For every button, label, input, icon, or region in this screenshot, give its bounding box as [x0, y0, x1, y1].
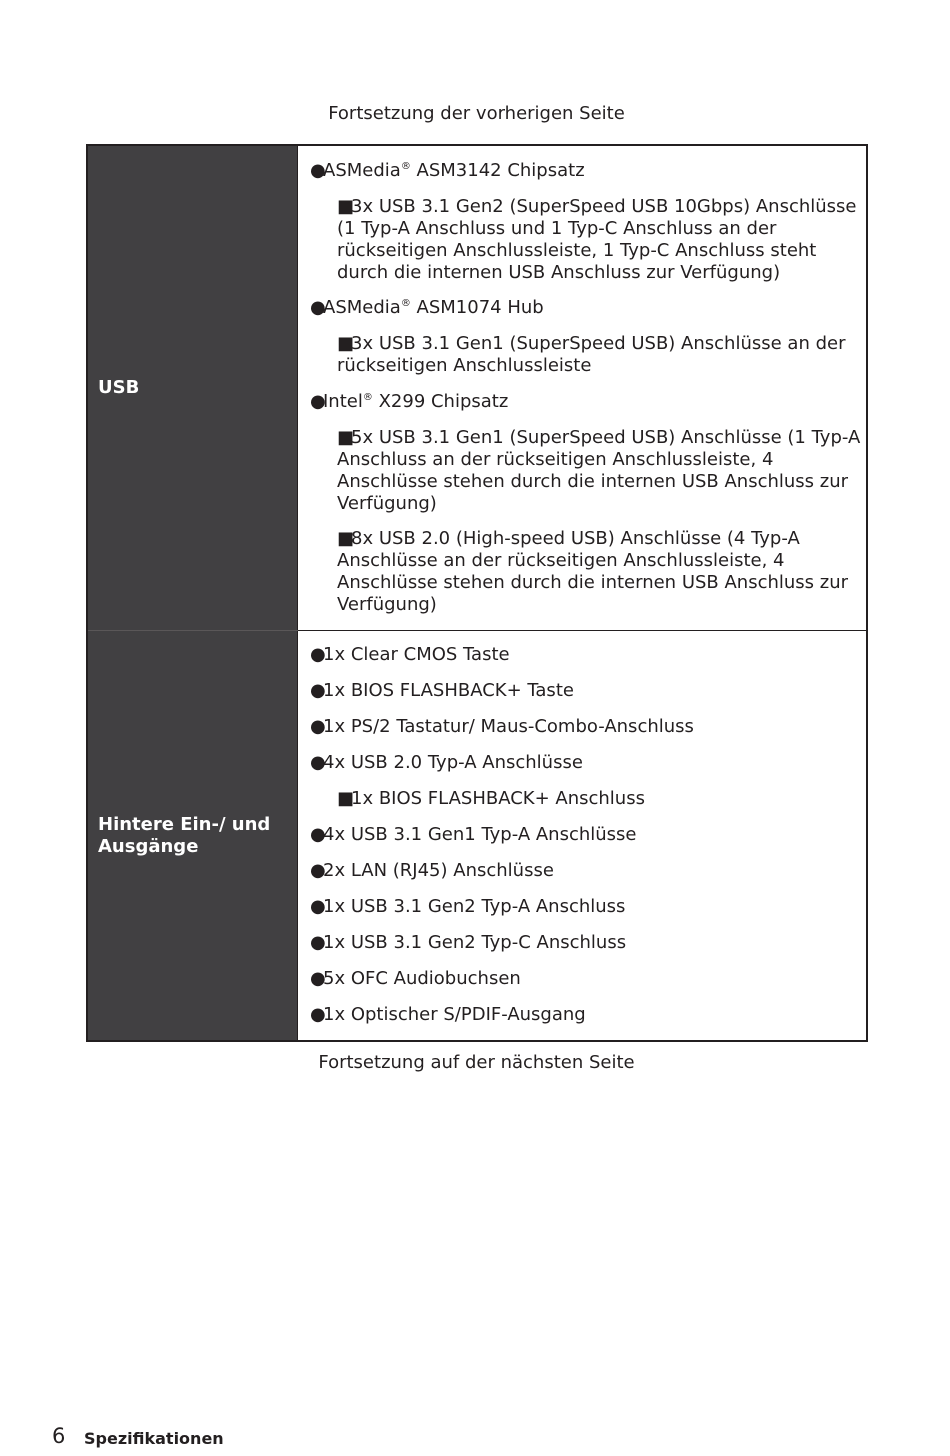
- list-item: ●5x OFC Audiobuchsen: [310, 968, 521, 989]
- list-item: ●4x USB 2.0 Typ-A Anschlüsse: [310, 752, 583, 773]
- continued-on-next: Fortsetzung auf der nächsten Seite: [318, 1052, 635, 1073]
- list-item: ●4x USB 3.1 Gen1 Typ-A Anschlüsse: [310, 824, 637, 845]
- bullet-icon: ●: [310, 391, 326, 412]
- sub-list-item: ■5x USB 3.1 Gen1 (SuperSpeed USB) Anschlüsse (1 Typ-A Anschluss an der rückseitigen Anschlussleiste, 4 Anschlüsse stehen durch die internen USB Anschluss zur Verfügung): [337, 427, 861, 514]
- bullet-icon: ●: [310, 680, 326, 701]
- bullet-icon: ●: [310, 297, 326, 318]
- spec-row-rear-io: [88, 631, 866, 1040]
- spec-table: [86, 144, 868, 1042]
- row-header-usb: [88, 146, 298, 630]
- square-bullet-icon: ■: [337, 788, 355, 809]
- sub-list-item: ■8x USB 2.0 (High-speed USB) Anschlüsse (4 Typ-A Anschlüsse an der rückseitigen Anschlussleiste, 4 Anschlüsse stehen durch die internen USB Anschluss zur Verfügung): [337, 528, 849, 615]
- square-bullet-icon: ■: [337, 196, 355, 217]
- bullet-icon: ●: [310, 1004, 326, 1025]
- square-bullet-icon: ■: [337, 427, 355, 448]
- list-item: ●2x LAN (RJ45) Anschlüsse: [310, 860, 554, 881]
- row-body-usb: [298, 146, 866, 630]
- sub-list-item: ■3x USB 3.1 Gen2 (SuperSpeed USB 10Gbps) Anschlüsse (1 Typ-A Anschluss und 1 Typ-C Anschluss an der rückseitigen Anschlussleiste, 1 Typ-C Anschluss steht durch die internen USB Anschluss zur Verfügung): [337, 196, 857, 283]
- bullet-icon: ●: [310, 824, 326, 845]
- continued-from-previous: Fortsetzung der vorherigen Seite: [328, 103, 625, 124]
- list-item: ●ASMedia® ASM3142 Chipsatz: [310, 160, 585, 181]
- list-item: ●1x Optischer S/PDIF-Ausgang: [310, 1004, 586, 1025]
- sub-list-item: ■3x USB 3.1 Gen1 (SuperSpeed USB) Anschlüsse an der rückseitigen Anschlussleiste: [337, 333, 846, 376]
- list-item: ●ASMedia® ASM1074 Hub: [310, 297, 544, 318]
- bullet-icon: ●: [310, 932, 326, 953]
- square-bullet-icon: ■: [337, 528, 355, 549]
- bullet-icon: ●: [310, 644, 326, 665]
- row-header-rear-io: [88, 631, 298, 1040]
- list-item: ●1x USB 3.1 Gen2 Typ-C Anschluss: [310, 932, 627, 953]
- bullet-icon: ●: [310, 752, 326, 773]
- list-item: ●Intel® X299 Chipsatz: [310, 391, 509, 412]
- bullet-icon: ●: [310, 716, 326, 737]
- sub-list-item: ■1x BIOS FLASHBACK+ Anschluss: [337, 788, 645, 809]
- spec-row-usb: [88, 146, 866, 630]
- list-item: ●1x USB 3.1 Gen2 Typ-A Anschluss: [310, 896, 626, 917]
- square-bullet-icon: ■: [337, 333, 355, 354]
- bullet-icon: ●: [310, 860, 326, 881]
- bullet-icon: ●: [310, 160, 326, 181]
- row-body-rear-io: [298, 631, 866, 1040]
- section-title: Spezifikationen: [84, 1429, 224, 1448]
- list-item: ●1x Clear CMOS Taste: [310, 644, 510, 665]
- page-number: 6: [52, 1424, 66, 1448]
- list-item: ●1x PS/2 Tastatur/ Maus-Combo-Anschluss: [310, 716, 694, 737]
- bullet-icon: ●: [310, 968, 326, 989]
- list-item: ●1x BIOS FLASHBACK+ Taste: [310, 680, 574, 701]
- row-label-rear-io: Hintere Ein-/ und Ausgänge: [98, 814, 271, 857]
- bullet-icon: ●: [310, 896, 326, 917]
- row-label-usb: USB: [98, 377, 140, 398]
